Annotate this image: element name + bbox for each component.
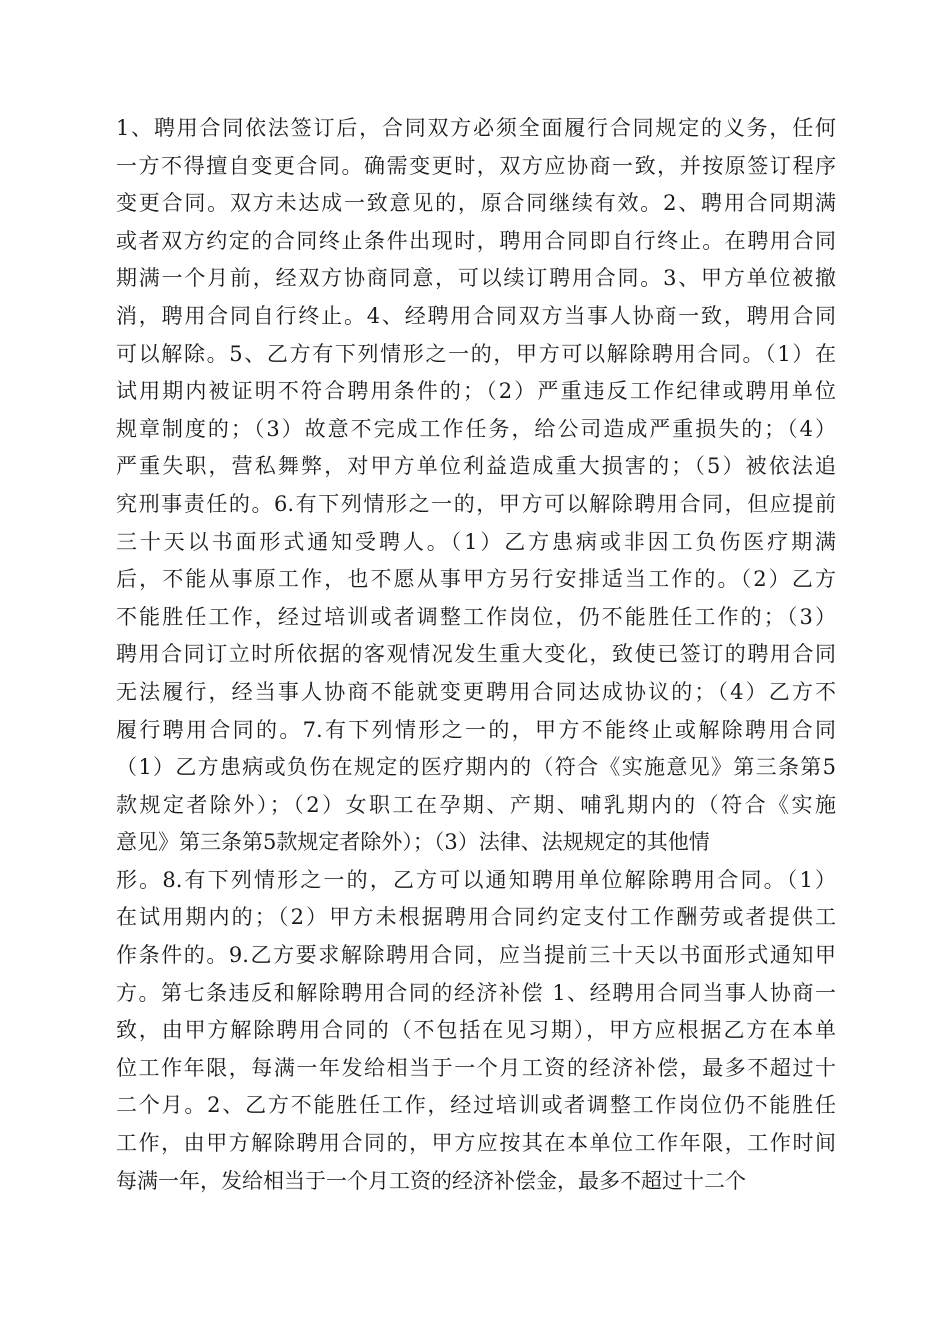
text-line: 位工作年限，每满一年发给相当于一个月工资的经济补偿，最多不超过十 bbox=[116, 1055, 836, 1080]
text-line: 期满一个月前，经双方协商同意，可以续订聘用合同。3、甲方单位被撤 bbox=[116, 266, 836, 291]
text-line: 每满一年，发给相当于一个月工资的经济补偿金，最多不超过十二个 bbox=[116, 1168, 746, 1193]
text-line: 不能胜任工作，经过培训或者调整工作岗位，仍不能胜任工作的；（3） bbox=[116, 604, 836, 629]
text-line: 聘用合同订立时所依据的客观情况发生重大变化，致使已签订的聘用合同 bbox=[116, 642, 836, 667]
text-line: 或者双方约定的合同终止条件出现时，聘用合同即自行终止。在聘用合同 bbox=[116, 228, 836, 253]
text-line: 作条件的。9.乙方要求解除聘用合同，应当提前三十天以书面形式通知甲 bbox=[116, 943, 836, 968]
text-line: 意见》第三条第5款规定者除外）；（3）法律、法规规定的其他情 bbox=[116, 830, 710, 855]
text-line: 可以解除。5、乙方有下列情形之一的，甲方可以解除聘用合同。（1）在 bbox=[116, 341, 836, 366]
text-line: 严重失职，营私舞弊，对甲方单位利益造成重大损害的；（5）被依法追 bbox=[116, 454, 836, 479]
text-line: 一方不得擅自变更合同。确需变更时，双方应协商一致，并按原签订程序 bbox=[116, 153, 836, 178]
text-line: 工作，由甲方解除聘用合同的，甲方应按其在本单位工作年限，工作时间 bbox=[116, 1131, 836, 1156]
text-line: 在试用期内的；（2）甲方未根据聘用合同约定支付工作酬劳或者提供工 bbox=[116, 905, 836, 930]
text-line: 后，不能从事原工作，也不愿从事甲方另行安排适当工作的。（2）乙方 bbox=[116, 567, 836, 592]
text-line: 变更合同。双方未达成一致意见的，原合同继续有效。2、聘用合同期满 bbox=[116, 191, 836, 216]
text-line: 款规定者除外）；（2）女职工在孕期、产期、哺乳期内的（符合《实施 bbox=[116, 792, 836, 817]
text-line: 方。第七条违反和解除聘用合同的经济补偿 1、经聘用合同当事人协商一 bbox=[116, 980, 836, 1005]
text-line: 规章制度的；（3）故意不完成工作任务，给公司造成严重损失的；（4） bbox=[116, 416, 836, 441]
text-line: 形。8.有下列情形之一的，乙方可以通知聘用单位解除聘用合同。（1） bbox=[116, 867, 836, 892]
text-line: 消，聘用合同自行终止。4、经聘用合同双方当事人协商一致，聘用合同 bbox=[116, 303, 836, 328]
text-line: 无法履行，经当事人协商不能就变更聘用合同达成协议的；（4）乙方不 bbox=[116, 679, 836, 704]
text-line: （1）乙方患病或负伤在规定的医疗期内的（符合《实施意见》第三条第5 bbox=[116, 755, 836, 780]
text-line: 试用期内被证明不符合聘用条件的；（2）严重违反工作纪律或聘用单位 bbox=[116, 379, 836, 404]
text-line: 1、聘用合同依法签订后，合同双方必须全面履行合同规定的义务，任何 bbox=[116, 116, 836, 140]
text-line: 究刑事责任的。6.有下列情形之一的，甲方可以解除聘用合同，但应提前 bbox=[116, 491, 836, 516]
text-line: 三十天以书面形式通知受聘人。（1）乙方患病或非因工负伤医疗期满 bbox=[116, 529, 836, 554]
text-line: 履行聘用合同的。7.有下列情形之一的，甲方不能终止或解除聘用合同 bbox=[116, 717, 836, 742]
text-line: 二个月。2、乙方不能胜任工作，经过培训或者调整工作岗位仍不能胜任 bbox=[116, 1093, 836, 1118]
text-line: 致，由甲方解除聘用合同的（不包括在见习期），甲方应根据乙方在本单 bbox=[116, 1018, 836, 1043]
body-text bbox=[116, 110, 836, 1200]
